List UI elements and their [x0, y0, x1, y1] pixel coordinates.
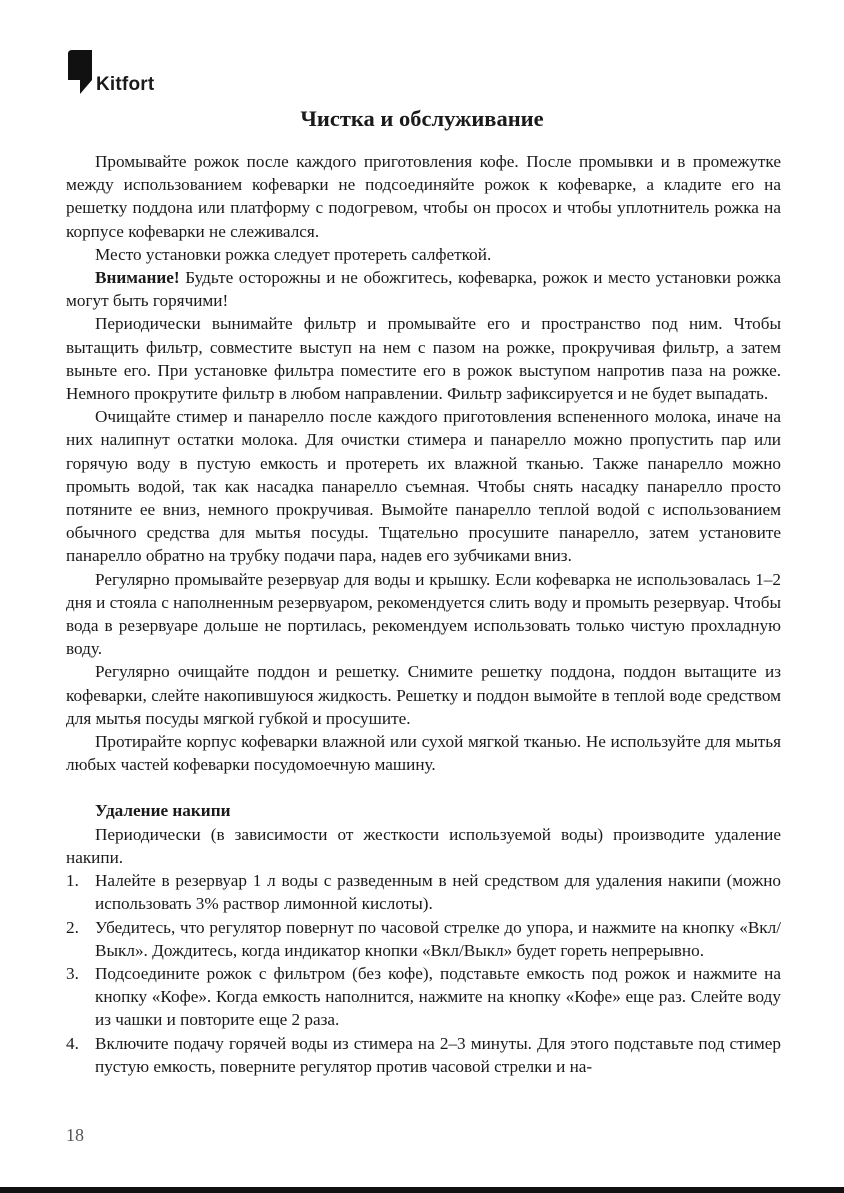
section-heading-text: Удаление накипи	[95, 801, 231, 821]
list-item	[66, 962, 781, 1032]
list-item-text: Налейте в резервуар 1 л воды с разведенным в ней средством для удаления накипи (можно использовать 3% раствор лимонной кислоты).	[95, 871, 781, 914]
page-title: Чистка и обслуживание	[300, 106, 544, 131]
paragraph: Регулярно промывайте резервуар для воды и крышку. Если кофеварка не использовалась 1–2 дня и стояла с наполненным резервуаром, рекомендуется слить воду и промыть резервуар. Чтобы вода в резервуаре дольше не портилась, рекомендуем использовать только чистую прохладную воду.	[66, 569, 781, 659]
section-heading	[66, 799, 781, 822]
list-item-text: Подсоедините рожок с фильтром (без кофе), подставьте емкость под рожок и нажмите на кнопку «Кофе». Когда емкость наполнится, нажмите на кнопку «Кофе» еще раз. Слейте воду из чашки и повторите еще 2 раза.	[95, 963, 781, 1030]
bottom-border	[0, 1187, 844, 1193]
page-number: 18	[66, 1125, 84, 1145]
section-intro: Периодически (в зависимости от жесткости используемой воды) производите удаление накипи.	[66, 824, 781, 867]
warning-paragraph	[66, 266, 781, 312]
paragraph: Периодически вынимайте фильтр и промывайте его и пространство под ним. Чтобы вытащить фильтр, совместите выступ на нем с пазом на рожке, прокручивая фильтр, а затем выньте его. При установке фильтра поместите его в рожок выступом напротив паза на рожке. Немного прокрутите фильтр в любом направлении. Фильтр зафиксируется и не будет выпадать.	[66, 314, 781, 404]
list-item-number: 1.	[66, 871, 79, 891]
list-item	[66, 916, 781, 962]
paragraph: Место установки рожка следует протереть салфеткой.	[95, 244, 492, 264]
paragraph: Очищайте стимер и панарелло после каждого приготовления вспененного молока, иначе на них налипнут остатки молока. Для очистки стимера и панарелло можно пропустить пар или горячую воду в пустую емкость и протереть их влажной тканью. Также панарелло можно промыть водой, так как насадка панарелло съемная. Чтобы снять насадку панарелло просто потяните ее вниз, немного прокручивая. Вымойте панарелло теплой водой с использованием обычного средства для мытья посуды. Тщательно просушите панарелло, затем установите панарелло обратно на трубку подачи пара, надев его зубчиками вниз.	[66, 407, 781, 566]
list-item-number: 3.	[66, 963, 79, 983]
list-item	[66, 869, 781, 915]
list-item-number: 2.	[66, 917, 79, 937]
list-item	[66, 1032, 781, 1078]
list-item-text: Убедитесь, что регулятор повернут по часовой стрелке до упора, и нажмите на кнопку «Вкл/Выкл». Дождитесь, когда индикатор кнопки «Вкл/Выкл» будет гореть непрерывно.	[95, 917, 781, 960]
warning-text: Будьте осторожны и не обожгитесь, кофеварка, рожок и место установки рожка могут быть горячими!	[66, 268, 781, 311]
list-item-text: Включите подачу горячей воды из стимера на 2–3 минуты. Для этого подставьте под стимер пустую емкость, поверните регулятор против часовой стрелки и на-	[95, 1033, 781, 1076]
document-body	[66, 150, 781, 1078]
paragraph: Протирайте корпус кофеварки влажной или сухой мягкой тканью. Не используйте для мытья любых частей кофеварки посудомоечную машину.	[66, 732, 781, 775]
descaling-steps	[66, 869, 781, 1078]
paragraph: Промывайте рожок после каждого приготовления кофе. После промывки и в промежутке между использованием кофеварки не подсоединяйте рожок к кофеварке, а кладите его на решетку поддона или платформу с подогревом, чтобы он просох и чтобы уплотнитель рожка на корпусе кофеварки не слеживался.	[66, 152, 781, 241]
paragraph: Регулярно очищайте поддон и решетку. Снимите решетку поддона, поддон вытащите из кофеварки, слейте накопившуюся жидкость. Решетку и поддон вымойте в теплой воде средством для мытья посуды мягкой губкой и просушите.	[66, 662, 781, 728]
warning-label: Внимание!	[95, 268, 180, 288]
kitfort-logo-icon	[66, 50, 96, 96]
list-item-number: 4.	[66, 1033, 79, 1053]
brand-name: Kitfort	[96, 74, 155, 95]
